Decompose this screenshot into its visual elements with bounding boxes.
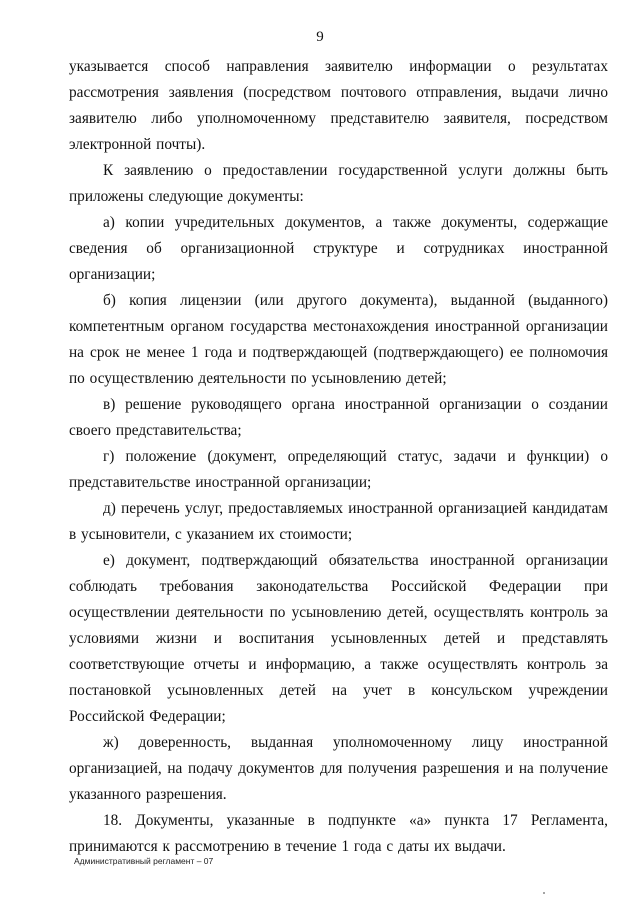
document-body	[69, 54, 608, 860]
paragraph-item-e: е) документ, подтверждающий обязательства иностранной организации соблюдать требования законодательства Российской Федерации при осуществлении деятельности по усыновлению детей, осуществлять контроль за условиями жизни и воспитания усыновленных детей и представлять соответствующие отчеты и информацию, а также осуществлять контроль за постановкой усыновленных детей на учет в консульском учреждении Российской Федерации;	[69, 552, 608, 725]
page-footer: Административный регламент – 07	[74, 856, 214, 866]
paragraph-clause-18: 18. Документы, указанные в подпункте «а» пункта 17 Регламента, принимаются к рассмотрению в течение 1 года с даты их выдачи.	[69, 812, 608, 855]
scan-speck	[543, 892, 545, 894]
paragraph-item-v: в) решение руководящего органа иностранной организации о создании своего представительства;	[69, 396, 608, 439]
paragraph-item-d: д) перечень услуг, предоставляемых иностранной организацией кандидатам в усыновители, с указанием их стоимости;	[69, 500, 608, 543]
paragraph-item-a: а) копии учредительных документов, а также документы, содержащие сведения об организационной структуре и сотрудниках иностранной организации;	[69, 214, 608, 283]
page-number: 9	[316, 29, 324, 45]
paragraph-item-zh: ж) доверенность, выданная уполномоченному лицу иностранной организацией, на подачу документов для получения разрешения и на получение указанного разрешения.	[69, 734, 608, 803]
paragraph-item-b: б) копия лицензии (или другого документа), выданной (выданного) компетентным органом государства местонахождения иностранной организации на срок не менее 1 года и подтверждающей (подтверждающего) ее полномочия по осуществлению деятельности по усыновлению детей;	[69, 292, 608, 387]
paragraph-continuation: указывается способ направления заявителю информации о результатах рассмотрения заявления (посредством почтового отправления, выдачи лично заявителю либо уполномоченному представителю заявителя, посредством электронной почты).	[69, 58, 608, 153]
paragraph-attachments-intro: К заявлению о предоставлении государственной услуги должны быть приложены следующие документы:	[69, 162, 608, 205]
paragraph-item-g: г) положение (документ, определяющий статус, задачи и функции) о представительстве иностранной организации;	[69, 448, 608, 491]
